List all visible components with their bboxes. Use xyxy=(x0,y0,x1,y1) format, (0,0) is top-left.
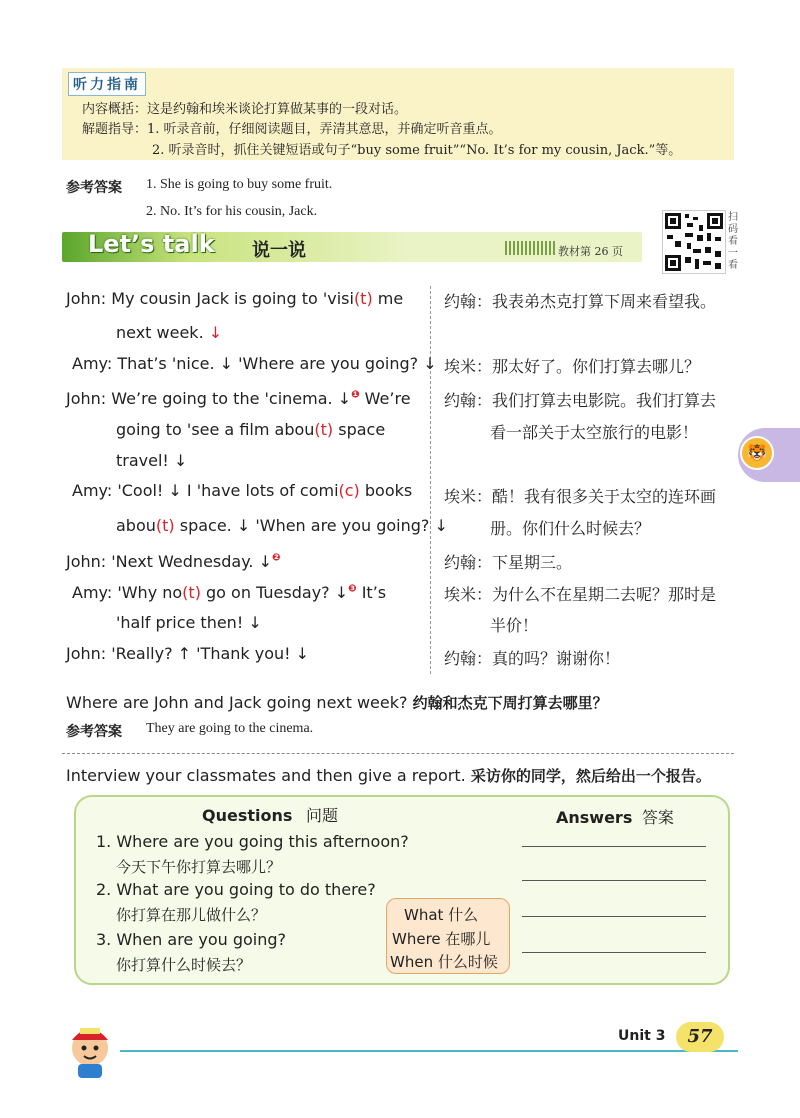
dialogue-text: My cousin Jack is going to xyxy=(111,289,323,308)
hint-what: What 什么 xyxy=(404,906,479,924)
answer-blank-4[interactable] xyxy=(522,952,706,953)
elision-mark: (t) xyxy=(155,516,175,535)
dialogue-text: We’re going to the 'cinema. ↓ xyxy=(111,389,352,408)
dialogue-text: next week. xyxy=(116,323,204,342)
dialogue-text: We’re xyxy=(359,389,411,408)
answer-1: 1. She is going to buy some fruit. xyxy=(146,177,333,192)
section-title: Let’s talk xyxy=(88,230,215,258)
dialogue-line-6: travel! ↓ xyxy=(116,451,188,470)
translation-3a: 约翰：我们打算去电影院。我们打算去 xyxy=(444,391,717,410)
answer-label: 参考答案 xyxy=(66,180,122,196)
translation-7: 约翰：真的吗？谢谢你！ xyxy=(444,649,621,668)
answer-2: 2. No. It’s for his cousin, Jack. xyxy=(146,204,318,219)
tiger-icon: 🐯 xyxy=(740,436,774,470)
answer-label-2: 参考答案 xyxy=(66,724,122,740)
question-cn: 约翰和杰克下周打算去哪里？ xyxy=(412,694,608,712)
textbook-page-ref: 教材第 26 页 xyxy=(558,245,623,258)
instruction-cn: 采访你的同学，然后给出一个报告。 xyxy=(470,767,711,785)
elision-mark: (t) xyxy=(314,420,334,439)
interview-question-2-cn: 你打算在那儿做什么？ xyxy=(116,906,267,924)
answers-header xyxy=(556,805,674,828)
dialogue-line-3 xyxy=(72,354,437,373)
dialogue-line-9 xyxy=(66,552,280,571)
interview-question-1: 1. Where are you going this afternoon? xyxy=(96,832,409,851)
qr-code-icon xyxy=(663,211,725,273)
translation-6a: 埃米：为什么不在星期二去呢？那时是 xyxy=(444,585,717,604)
speaker-amy: Amy: xyxy=(72,354,113,373)
interview-question-3: 3. When are you going? xyxy=(96,930,287,949)
speaker-john: John: xyxy=(66,552,107,571)
interview-instruction xyxy=(66,765,711,786)
dialogue-line-1 xyxy=(66,289,403,308)
dialogue-text: space xyxy=(333,420,386,439)
speaker-john: John: xyxy=(66,389,107,408)
dialogue-line-8 xyxy=(116,516,448,535)
dialogue-text: 'visi xyxy=(322,289,354,308)
questions-header-en: Questions xyxy=(202,806,293,825)
dialogue-line-2 xyxy=(116,323,222,342)
dialogue-text: going to 'see a film abou xyxy=(116,420,315,439)
dialogue-text: space. ↓ 'When are you going? ↓ xyxy=(174,516,448,535)
comprehension-question xyxy=(66,692,608,713)
section-divider xyxy=(62,753,734,754)
dialogue-line-7 xyxy=(72,481,412,500)
dialogue-text: go on Tuesday? ↓ xyxy=(200,583,349,602)
section-title-cn: 说一说 xyxy=(252,240,306,261)
dialogue-text: 'Really? ↑ 'Thank you! ↓ xyxy=(111,644,310,663)
dialogue-line-5 xyxy=(116,420,385,439)
dialogue-text: 'Next Wednesday. ↓ xyxy=(111,552,272,571)
hint-when: When 什么时候 xyxy=(390,953,498,971)
dialogue-text: 'Why no xyxy=(117,583,183,602)
questions-header-cn: 问题 xyxy=(305,806,338,825)
interview-question-3-cn: 你打算什么时候去？ xyxy=(116,956,252,974)
note-marker-2[interactable]: ❷ xyxy=(271,552,281,564)
translation-2: 埃米：那太好了。你们打算去哪儿？ xyxy=(444,357,701,376)
footer-line xyxy=(120,1050,738,1052)
questions-header xyxy=(202,803,338,826)
interview-question-1-cn: 今天下午你打算去哪儿？ xyxy=(116,858,282,876)
dialogue-line-12 xyxy=(66,644,309,663)
translation-4b: 册。你们什么时候去？ xyxy=(490,519,651,538)
question-en: Where are John and Jack going next week? xyxy=(66,693,408,712)
elision-mark: (t) xyxy=(353,289,373,308)
translation-4a: 埃米：酷！我有很多关于太空的连环画 xyxy=(444,487,717,506)
dialogue-text: abou xyxy=(116,516,156,535)
note-marker-1[interactable]: ❶ xyxy=(351,389,360,401)
dialogue-line-4 xyxy=(66,389,411,408)
speaker-john: John: xyxy=(66,289,107,308)
dialogue-text: It’s xyxy=(356,583,387,602)
translation-3b: 看一部关于太空旅行的电影！ xyxy=(490,423,699,442)
answer-blank-1[interactable] xyxy=(522,846,706,847)
dialogue-text: 'Cool! ↓ I 'have lots of comi xyxy=(117,481,339,500)
listening-guide xyxy=(62,68,734,160)
answers-header-cn: 答案 xyxy=(641,808,674,827)
dialogue-text: That’s 'nice. ↓ 'Where are you going? ↓ xyxy=(117,354,437,373)
guide-summary: 内容概括：这是约翰和埃米谈论打算做某事的一段对话。 xyxy=(82,102,408,117)
speaker-amy: Amy: xyxy=(72,583,113,602)
guide-tag: 听力指南 xyxy=(68,72,146,96)
guide-tip-1: 解题指导：1. 听录音前，仔细阅读题目，弄清其意思，并确定听音重点。 xyxy=(82,122,502,137)
instruction-en: Interview your classmates and then give a report. xyxy=(66,766,466,785)
qr-code[interactable] xyxy=(662,210,726,274)
guide-tip-2: 2. 听录音时，抓住关键短语或句子“buy some fruit”“No. It’s for my cousin, Jack.”等。 xyxy=(152,143,682,158)
answer-blank-2[interactable] xyxy=(522,880,706,881)
translation-1: 约翰：我表弟杰克打算下周来看望我。 xyxy=(444,292,717,311)
scan-label: 扫码看一看 xyxy=(728,212,738,271)
answers-header-en: Answers xyxy=(556,808,633,827)
note-marker-3[interactable]: ❸ xyxy=(348,583,357,595)
dialogue-line-11: 'half price then! ↓ xyxy=(116,613,262,632)
mascot-icon xyxy=(62,1018,118,1080)
interview-question-2: 2. What are you going to do there? xyxy=(96,880,376,899)
translation-6b: 半价！ xyxy=(490,616,539,635)
unit-label: Unit 3 xyxy=(618,1028,666,1044)
answer-blank-3[interactable] xyxy=(522,916,706,917)
speaker-amy: Amy: xyxy=(72,481,113,500)
page-number: 57 xyxy=(676,1022,724,1052)
band-stripes xyxy=(505,241,555,255)
translation-5: 约翰：下星期三。 xyxy=(444,553,573,572)
elision-mark: (t) xyxy=(182,583,201,602)
dialogue-line-10 xyxy=(72,583,386,602)
column-divider xyxy=(430,286,431,674)
dialogue-text: me xyxy=(372,289,404,308)
dialogue-text: books xyxy=(359,481,413,500)
elision-mark: (c) xyxy=(338,481,360,500)
question-answer: They are going to the cinema. xyxy=(146,721,314,736)
falling-tone-icon: ↓ xyxy=(208,323,223,342)
hint-where: Where 在哪儿 xyxy=(392,930,491,948)
speaker-john: John: xyxy=(66,644,107,663)
